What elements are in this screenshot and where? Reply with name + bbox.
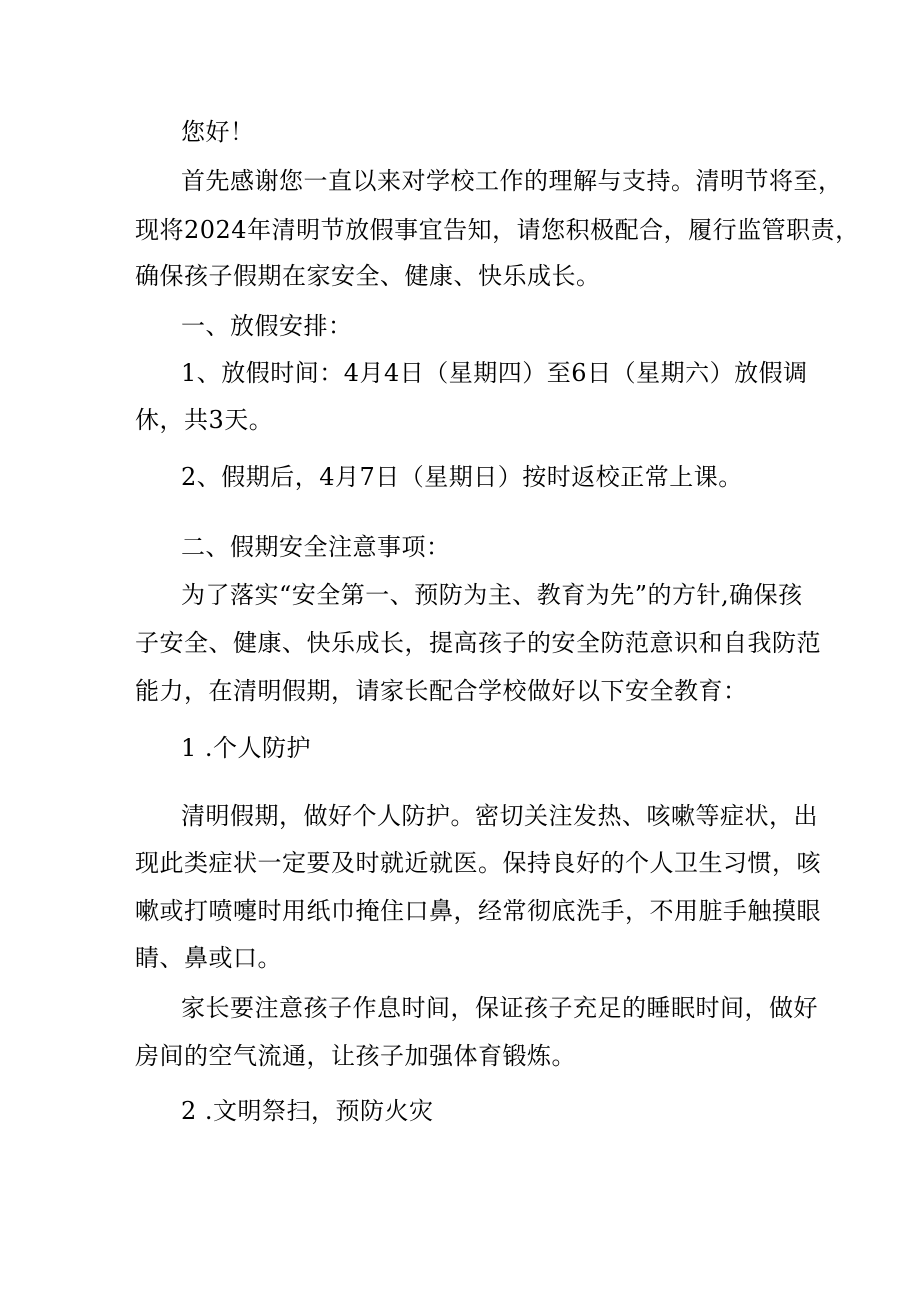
intro-line-3: 确保孩子假期在家安全、健康、快乐成长。 <box>135 262 601 290</box>
subsection-1-para-1-line-1: 清明假期，做好个人防护。密切关注发热、咳嗽等症状，出 <box>181 802 818 830</box>
section-1-item-1-line-2: 休，共3天。 <box>135 406 274 434</box>
subsection-1-para-1-line-3: 嗽或打喷嚏时用纸巾掩住口鼻，经常彻底洗手，不用脏手触摸眼 <box>135 897 821 925</box>
greeting: 您好！ <box>181 118 255 146</box>
intro-line-1: 首先感谢您一直以来对学校工作的理解与支持。清明节将至， <box>181 167 843 195</box>
section-2-intro-line-2: 子安全、健康、快乐成长，提高孩子的安全防范意识和自我防范 <box>135 629 821 657</box>
section-2-heading: 二、假期安全注意事项： <box>181 533 451 561</box>
subsection-1-title: 1 .个人防护 <box>181 734 312 762</box>
section-1-item-2: 2、假期后，4月7日（星期日）按时返校正常上课。 <box>181 463 743 491</box>
subsection-1-para-2-line-2: 房间的空气流通，让孩子加强体育锻炼。 <box>135 1042 576 1070</box>
section-2-intro-line-1: 为了落实“安全第一、预防为主、教育为先”的方针,确保孩 <box>181 581 803 609</box>
intro-line-2: 现将2024年清明节放假事宜告知，请您积极配合，履行监管职责， <box>135 216 860 244</box>
subsection-1-para-2-line-1: 家长要注意孩子作息时间，保证孩子充足的睡眠时间，做好 <box>181 994 818 1022</box>
subsection-1-para-1-line-4: 睛、鼻或口。 <box>135 944 282 972</box>
subsection-2-title: 2 .文明祭扫，预防火灾 <box>181 1097 434 1125</box>
section-2-intro-line-3: 能力，在清明假期，请家长配合学校做好以下安全教育： <box>135 677 748 705</box>
subsection-1-para-1-line-2: 现此类症状一定要及时就近就医。保持良好的个人卫生习惯，咳 <box>135 849 821 877</box>
section-1-item-1-line-1: 1、放假时间：4月4日（星期四）至6日（星期六）放假调 <box>181 359 808 387</box>
section-1-heading: 一、放假安排： <box>181 312 353 340</box>
